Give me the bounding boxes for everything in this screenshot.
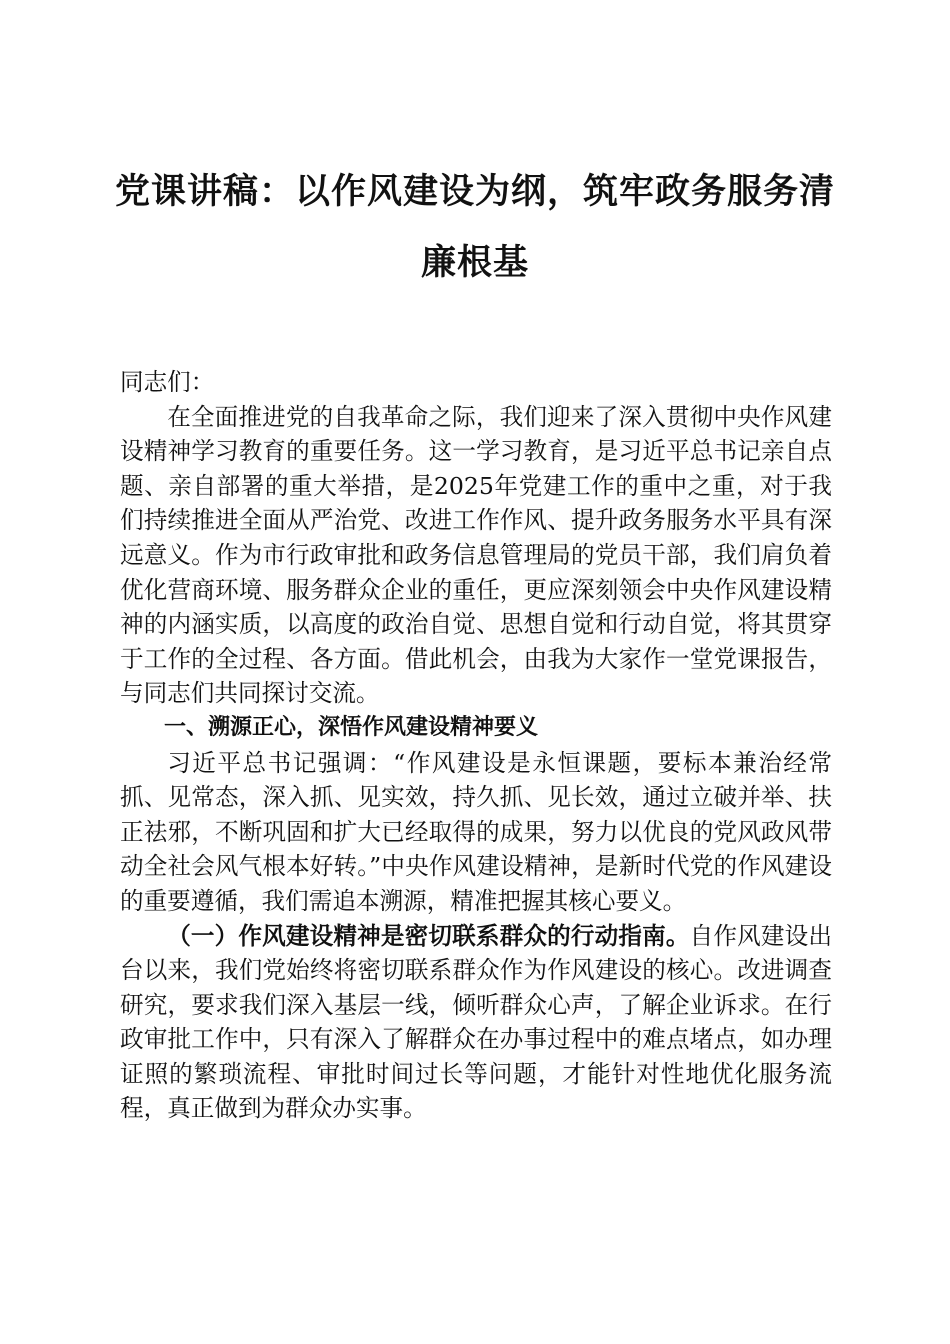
document-title	[100, 165, 850, 291]
subsection-1-paragraph	[120, 919, 832, 1127]
salutation: 同志们：	[120, 368, 215, 396]
title-line-2: 廉根基	[420, 243, 529, 283]
intro-paragraph: 在全面推进党的自我革命之际，我们迎来了深入贯彻中央作风建设精神学习教育的重要任务。这一学习教育，是习近平总书记亲自点题、亲自部署的重大举措，是2025年党建工作的重中之重，对于我们持续推进全面从严治党、改进工作作风、提升政务服务水平具有深远意义。作为市行政审批和政务信息管理局的党员干部，我们肩负着优化营商环境、服务群众企业的重任，更应深刻领会中央作风建设精神的内涵实质，以高度的政治自觉、思想自觉和行动自觉，将其贯穿于工作的全过程、各方面。借此机会，由我为大家作一堂党课报告，与同志们共同探讨交流。	[120, 402, 832, 708]
section-1-heading: 一、溯源正心，深悟作风建设精神要义	[164, 714, 539, 740]
section-1-paragraph: 习近平总书记强调：“作风建设是永恒课题，要标本兼治经常抓、见常态，深入抓、见实效，持久抓、见长效，通过立破并举、扶正祛邪，不断巩固和扩大已经取得的成果，努力以优良的党风政风带动全社会风气根本好转。”中央作风建设精神，是新时代党的作风建设的重要遵循，我们需追本溯源，精准把握其核心要义。	[120, 748, 832, 915]
subsection-1-text: 自作风建设出台以来，我们党始终将密切联系群众作为作风建设的核心。改进调查研究，要求我们深入基层一线，倾听群众心声，了解企业诉求。在行政审批工作中，只有深入了解群众在办事过程中的难点堵点，如办理证照的繁琐流程、审批时间过长等问题，才能针对性地优化服务流程，真正做到为群众办实事。	[120, 921, 833, 1123]
title-line-1: 党课讲稿：以作风建设为纲，筑牢政务服务清	[114, 172, 835, 212]
subsection-1-heading: （一）作风建设精神是密切联系群众的行动指南。	[167, 921, 690, 950]
document-body	[120, 365, 832, 1126]
